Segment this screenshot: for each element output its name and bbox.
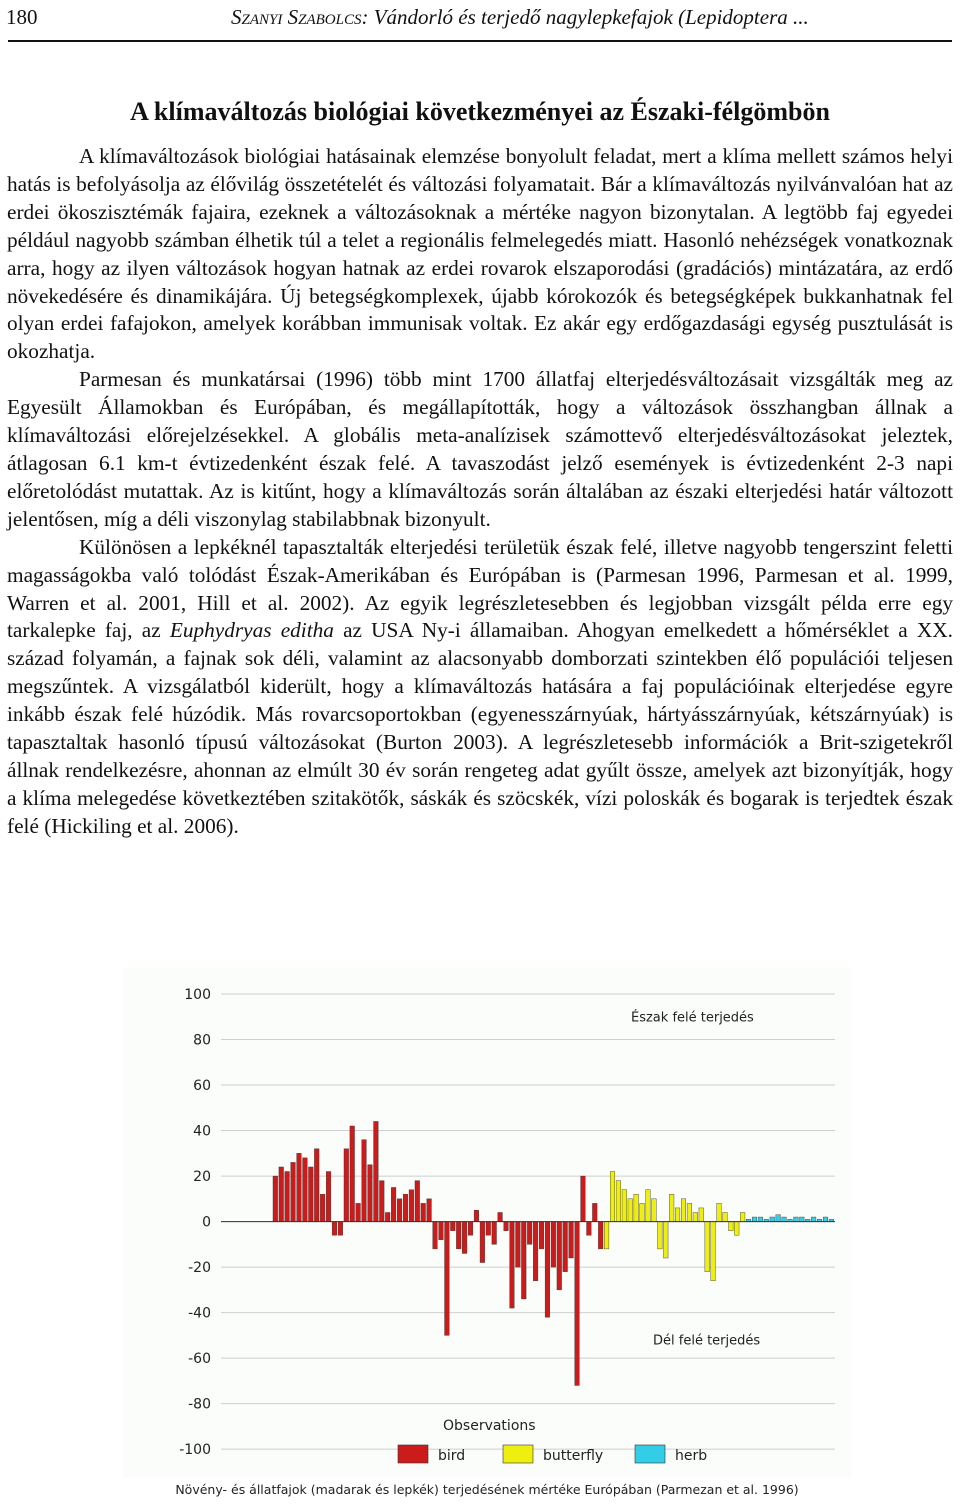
legend-swatch-bird <box>398 1445 428 1463</box>
butterfly-bar <box>705 1222 710 1272</box>
herb-bar <box>758 1217 763 1222</box>
y-tick-label: -60 <box>188 1351 211 1368</box>
butterfly-bar <box>669 1194 674 1221</box>
herb-bar <box>794 1217 799 1222</box>
bird-bar <box>563 1222 568 1272</box>
butterfly-bar <box>723 1212 728 1221</box>
x-axis-label: Observations <box>443 1418 536 1434</box>
annotation-north: Észak felé terjedés <box>631 1010 754 1026</box>
bird-bar <box>492 1222 497 1245</box>
butterfly-bar <box>663 1222 668 1258</box>
bird-bar <box>474 1210 479 1221</box>
annotation-south: Dél felé terjedés <box>653 1333 761 1349</box>
bird-bar <box>598 1222 603 1249</box>
bird-bar <box>350 1126 355 1222</box>
herb-bar <box>776 1215 781 1222</box>
bird-bar <box>569 1222 574 1258</box>
bird-bar <box>592 1203 597 1221</box>
bird-bar <box>456 1222 461 1249</box>
range-shift-chart <box>123 968 851 1478</box>
butterfly-bar <box>652 1199 657 1222</box>
paragraph-1: A klímaváltozások biológiai hatásainak elemzése bonyolult feladat, mert a klíma mellett számos helyi hatás is befolyásolja az élővilág összetételét és változási folyamatait. Bár a klímaváltozás nyilvánvalóan hat az erdei ökoszisztémák fajaira, ezeknek a változásoknak a mértéke nagyon bizonytalan. A legtöbb faj egyedei például nagyobb számban élhetik túl a telet a regionális felmelegedés miatt. Hasonló nehézségek vonatkoznak arra, hogy az ilyen változások hogyan hatnak az erdei rovarok elszaporodási (gradációs) mintázatára, az erdő növekedésére és dinamikájára. Új betegségkomplexek, újabb kórokozók és betegségképek bukkanhatnak fel olyan erdei fafajokon, amelyek korábban immunisak voltak. Ez akár egy erdőgazdasági egység pusztulását is okozhatja. <box>7 144 953 364</box>
herb-bar <box>752 1217 757 1222</box>
bird-bar <box>279 1167 284 1222</box>
bird-bar <box>480 1222 485 1263</box>
butterfly-bar <box>675 1208 680 1222</box>
species-name: Euphydryas editha <box>169 618 334 643</box>
bird-bar <box>527 1222 532 1245</box>
y-tick-label: 60 <box>193 1078 211 1095</box>
running-header <box>6 2 954 32</box>
bird-bar <box>533 1222 538 1281</box>
butterfly-bar <box>740 1212 745 1221</box>
bird-bar <box>551 1222 556 1268</box>
y-tick-label: 80 <box>193 1032 211 1049</box>
bird-bar <box>498 1212 503 1221</box>
bird-bar <box>504 1222 509 1231</box>
butterfly-bar <box>734 1222 739 1236</box>
bird-bar <box>462 1222 467 1254</box>
legend-swatch-butterfly <box>503 1445 533 1463</box>
page-number: 180 <box>6 4 38 29</box>
figure <box>123 968 851 1478</box>
bird-bar <box>362 1140 367 1222</box>
butterfly-bar <box>622 1190 627 1222</box>
bird-bar <box>415 1181 420 1222</box>
bird-bar <box>379 1181 384 1222</box>
bird-bar <box>575 1222 580 1386</box>
butterfly-bar <box>699 1208 704 1222</box>
bird-bar <box>326 1172 331 1222</box>
bird-bar <box>397 1199 402 1222</box>
figure-caption: Növény- és állatfajok (madarak és lepkék) terjedésének mértéke Európában (Parmezan et al. 1996) <box>175 1482 799 1497</box>
y-tick-label: -40 <box>188 1305 211 1322</box>
bird-bar <box>516 1222 521 1268</box>
bird-bar <box>273 1176 278 1222</box>
butterfly-bar <box>711 1222 716 1281</box>
bird-bar <box>427 1199 432 1222</box>
bird-bar <box>291 1162 296 1221</box>
legend-label-butterfly: butterfly <box>543 1448 604 1464</box>
butterfly-bar <box>693 1212 698 1221</box>
header-rule <box>8 40 952 42</box>
author-name: Szanyi Szabolcs: <box>231 4 369 29</box>
herb-bar <box>782 1217 787 1222</box>
butterfly-bar <box>658 1222 663 1249</box>
butterfly-bar <box>646 1190 651 1222</box>
bird-bar <box>297 1153 302 1221</box>
bird-bar <box>450 1222 455 1231</box>
y-tick-label: 40 <box>193 1123 211 1140</box>
legend-swatch-herb <box>635 1445 665 1463</box>
herb-bar <box>823 1217 828 1222</box>
butterfly-bar <box>687 1203 692 1221</box>
bird-bar <box>510 1222 515 1308</box>
bird-bar <box>374 1121 379 1221</box>
butterfly-bar <box>717 1203 722 1221</box>
herb-bar <box>811 1217 816 1222</box>
bird-bar <box>439 1222 444 1240</box>
bird-bar <box>344 1149 349 1222</box>
y-tick-label: 0 <box>202 1214 211 1231</box>
bird-bar <box>403 1194 408 1221</box>
butterfly-bar <box>628 1199 633 1222</box>
y-tick-label: -80 <box>188 1396 211 1413</box>
running-title <box>231 5 809 30</box>
bird-bar <box>521 1222 526 1299</box>
y-tick-label: -20 <box>188 1260 211 1277</box>
butterfly-bar <box>640 1203 645 1221</box>
butterfly-bar <box>681 1199 686 1222</box>
butterfly-bar <box>634 1194 639 1221</box>
bird-bar <box>445 1222 450 1336</box>
bird-bar <box>314 1149 319 1222</box>
bird-bar <box>421 1203 426 1221</box>
bird-bar <box>545 1222 550 1318</box>
herb-bar <box>770 1217 775 1222</box>
bird-bar <box>385 1212 390 1221</box>
bird-bar <box>338 1222 343 1236</box>
y-tick-label: 20 <box>193 1169 211 1186</box>
y-tick-label: -100 <box>179 1442 211 1459</box>
legend-label-bird: bird <box>438 1448 466 1464</box>
bird-bar <box>539 1222 544 1249</box>
bird-bar <box>486 1222 491 1236</box>
bird-bar <box>356 1203 361 1221</box>
bird-bar <box>332 1222 337 1236</box>
butterfly-bar <box>610 1172 615 1222</box>
paragraph-3-text-b: az USA Ny-i államaiban. Ahogyan emelkedett a hőmérséklet a XX. század folyamán, a fajnak sok déli, valamint az alacsonyabb domborzati szintekben élő populációi teljesen megszűntek. A vizsgálatból kiderült, hogy a klímaváltozás hatására a faj populációinak elterjedése egyre inkább észak felé húzódik. Más rovarcsoportokban (egyenesszárnyúak, hártyásszárnyúak, kétszárnyúak) is tapasztaltak hasonló típusú változásokat (Burton 2003). A legrészletesebb információk a Brit-szigetekről állnak rendelkezésre, ahonnan az elmúlt 30 év során rengeteg adat gyűlt össze, amelyek azt bizonyítják, hogy a klíma melegedése következtében szitakötők, sáskák és szöcskék, vízi poloskák és bogarak is terjedtek észak felé (Hickiling et al. 2006). <box>7 618 953 838</box>
bird-bar <box>557 1222 562 1290</box>
bird-bar <box>285 1172 290 1222</box>
bird-bar <box>303 1158 308 1222</box>
bird-bar <box>391 1187 396 1221</box>
body-text <box>7 143 953 841</box>
legend-label-herb: herb <box>675 1448 708 1464</box>
running-title-text: Vándorló és terjedő nagylepkefajok (Lepidoptera ... <box>373 4 809 29</box>
herb-bar <box>800 1217 805 1222</box>
butterfly-bar <box>604 1222 609 1249</box>
y-tick-label: 100 <box>184 987 211 1003</box>
section-title: A klímaváltozás biológiai következményei az Északi-félgömbön <box>130 97 830 126</box>
bird-bar <box>468 1222 473 1236</box>
butterfly-bar <box>616 1181 621 1222</box>
bird-bar <box>320 1194 325 1221</box>
paragraph-2: Parmesan és munkatársai (1996) több mint 1700 állatfaj elterjedésváltozásait vizsgálták meg az Egyesült Államokban és Európában, és megállapították, hogy a változások összhangban állnak a klímaváltozási előrejelzésekkel. A globális meta-analízisek számottevő elterjedésváltozásokat jeleztek, átlagosan 6.1 km-t évtizedenként észak felé. A tavaszodást jelző események is évtizedenként 2-3 napi előretolódást mutattak. Az is kitűnt, hogy a klímaváltozás során általában az északi elterjedési határ változott jelentősen, míg a déli viszonylag stabilabbnak bizonyult. <box>7 367 953 531</box>
paragraph-3-text-a: Különösen a lepkéknél tapasztalták elterjedési területük észak felé, illetve nagyobb tengerszint feletti magasságokba való tolódást Észak-Amerikában és Európában is (Parmesan 1996, Parmesan et al. 1999, Warren et al. 2001, Hill et al. 2002). Az egyik legrészletesebben és legjobban vizsgált példa erre egy tarkalepke faj, az <box>7 534 953 643</box>
bird-bar <box>368 1165 373 1222</box>
bird-bar <box>308 1167 313 1222</box>
bird-bar <box>409 1190 414 1222</box>
bird-bar <box>581 1176 586 1222</box>
bird-bar <box>587 1222 592 1236</box>
paragraph-3 <box>7 534 953 841</box>
bird-bar <box>433 1222 438 1249</box>
butterfly-bar <box>729 1222 734 1231</box>
